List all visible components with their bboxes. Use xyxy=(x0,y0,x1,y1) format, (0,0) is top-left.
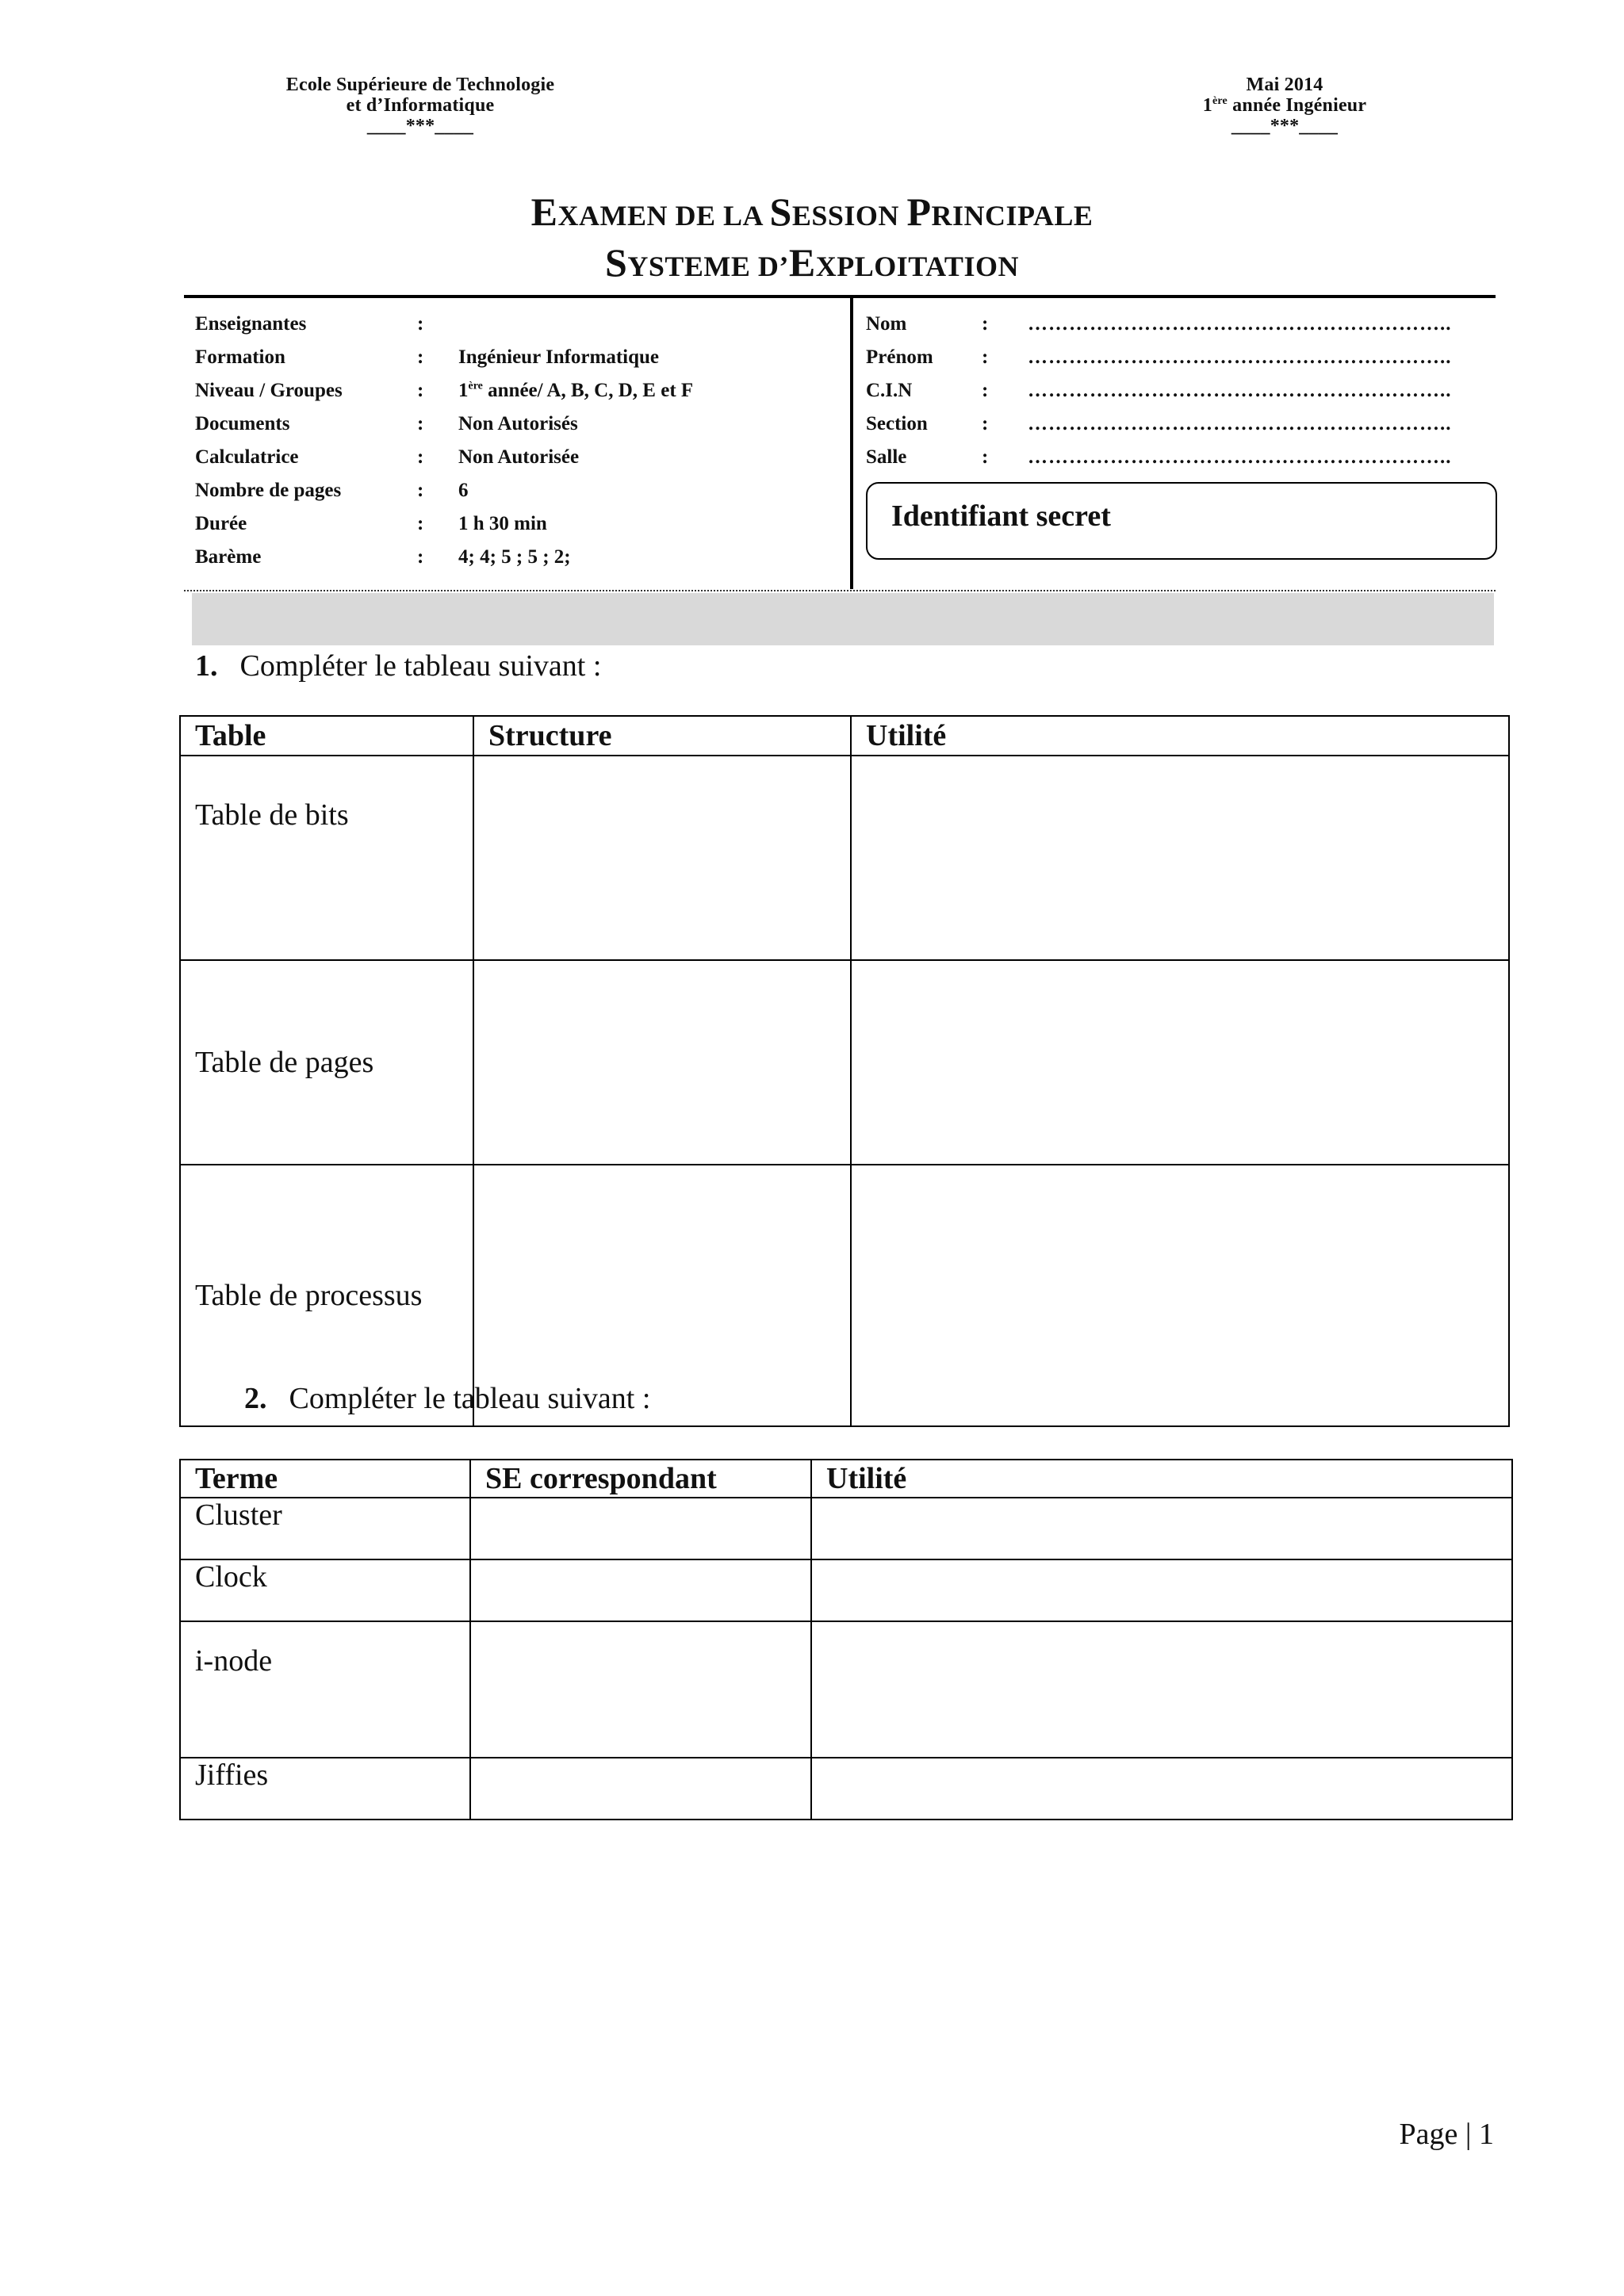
info-row-formation: Formation : Ingénieur Informatique xyxy=(195,346,660,368)
col-header-utilite: Utilité xyxy=(851,716,1509,756)
prenom-field[interactable]: …………………………………………………….. xyxy=(1028,346,1452,368)
student-info xyxy=(866,308,1492,474)
level-separator: ____***____ xyxy=(1231,116,1339,136)
row-label-jiffies: Jiffies xyxy=(180,1758,470,1820)
table-row xyxy=(180,1559,1512,1621)
section-field[interactable]: …………………………………………………….. xyxy=(1028,413,1452,434)
info-row-pages: Nombre de pages : 6 xyxy=(195,480,469,501)
answer-cell-se[interactable] xyxy=(470,1758,811,1820)
info-box-dotted-bottom xyxy=(184,590,1496,591)
col-header-utilite: Utilité xyxy=(811,1460,1512,1498)
col-header-table: Table xyxy=(180,716,473,756)
student-row-prenom: Prénom : …………………………………………………….. xyxy=(866,341,1492,374)
salle-field[interactable]: …………………………………………………….. xyxy=(1028,446,1452,468)
row-label-table-de-pages: Table de pages xyxy=(180,960,473,1165)
answer-cell-utilite[interactable] xyxy=(811,1621,1512,1758)
table-row xyxy=(180,960,1509,1165)
table-row xyxy=(180,756,1509,960)
secret-id-box[interactable] xyxy=(866,482,1497,560)
exam-date: Mai 2014 xyxy=(1246,75,1323,95)
info-row-enseignantes: Enseignantes : xyxy=(195,313,424,335)
row-label-table-de-processus: Table de processus xyxy=(180,1165,473,1426)
answer-cell-utilite[interactable] xyxy=(851,756,1509,960)
answer-cell-utilite[interactable] xyxy=(811,1559,1512,1621)
row-label-i-node: i-node xyxy=(180,1621,470,1758)
shaded-band xyxy=(192,593,1494,645)
student-row-salle: Salle : …………………………………………………….. xyxy=(866,441,1492,474)
col-header-structure: Structure xyxy=(473,716,851,756)
table-question-2 xyxy=(179,1459,1513,1820)
col-header-terme: Terme xyxy=(180,1460,470,1498)
info-row-documents: Documents : Non Autorisés xyxy=(195,413,578,434)
exam-subject: SYSTEME D’EXPLOITATION xyxy=(605,240,1019,285)
row-label-table-de-bits: Table de bits xyxy=(180,756,473,960)
info-row-calculatrice: Calculatrice : Non Autorisée xyxy=(195,446,580,468)
table-row xyxy=(180,1621,1512,1758)
student-row-section: Section : …………………………………………………….. xyxy=(866,408,1492,441)
col-header-se-correspondant: SE correspondant xyxy=(470,1460,811,1498)
answer-cell-utilite[interactable] xyxy=(851,1165,1509,1426)
school-header xyxy=(238,75,603,136)
exam-date-header xyxy=(1142,75,1427,136)
row-label-cluster: Cluster xyxy=(180,1498,470,1559)
info-row-bareme: Barème : 4; 4; 5 ; 5 ; 2; xyxy=(195,546,571,568)
answer-cell-structure[interactable] xyxy=(473,756,851,960)
student-row-cin: C.I.N : …………………………………………………….. xyxy=(866,374,1492,408)
cin-field[interactable]: …………………………………………………….. xyxy=(1028,380,1452,401)
secret-id-label: Identifiant secret xyxy=(891,499,1111,533)
answer-cell-se[interactable] xyxy=(470,1621,811,1758)
answer-cell-se[interactable] xyxy=(470,1498,811,1559)
school-name-line2: et d’Informatique xyxy=(346,95,495,116)
answer-cell-se[interactable] xyxy=(470,1559,811,1621)
info-box-divider xyxy=(850,297,853,589)
school-name-line1: Ecole Supérieure de Technologie xyxy=(285,75,555,95)
question-1: 1. Compléter le tableau suivant : xyxy=(195,649,602,683)
exam-info xyxy=(195,308,845,574)
table-row xyxy=(180,1758,1512,1820)
exam-level: 1ère année Ingénieur xyxy=(1202,95,1367,116)
table-row xyxy=(180,1498,1512,1559)
answer-cell-structure[interactable] xyxy=(473,960,851,1165)
answer-cell-utilite[interactable] xyxy=(811,1498,1512,1559)
table-header-row xyxy=(180,1460,1512,1498)
info-box-top-border xyxy=(184,295,1496,298)
info-row-duree: Durée : 1 h 30 min xyxy=(195,513,547,534)
nom-field[interactable]: …………………………………………………….. xyxy=(1028,313,1452,335)
table-question-1 xyxy=(179,715,1510,1427)
question-2: 2. Compléter le tableau suivant : xyxy=(244,1382,651,1415)
school-separator: ____***____ xyxy=(366,116,474,136)
exam-title: EXAMEN DE LA SESSION PRINCIPALE xyxy=(530,189,1094,234)
table-header-row xyxy=(180,716,1509,756)
student-row-nom: Nom : …………………………………………………….. xyxy=(866,308,1492,341)
page-number: Page | 1 xyxy=(1399,2118,1494,2151)
answer-cell-utilite[interactable] xyxy=(811,1758,1512,1820)
row-label-clock: Clock xyxy=(180,1559,470,1621)
answer-cell-utilite[interactable] xyxy=(851,960,1509,1165)
info-row-niveau: Niveau / Groupes : 1ère année/ A, B, C, D, E et F xyxy=(195,380,694,401)
